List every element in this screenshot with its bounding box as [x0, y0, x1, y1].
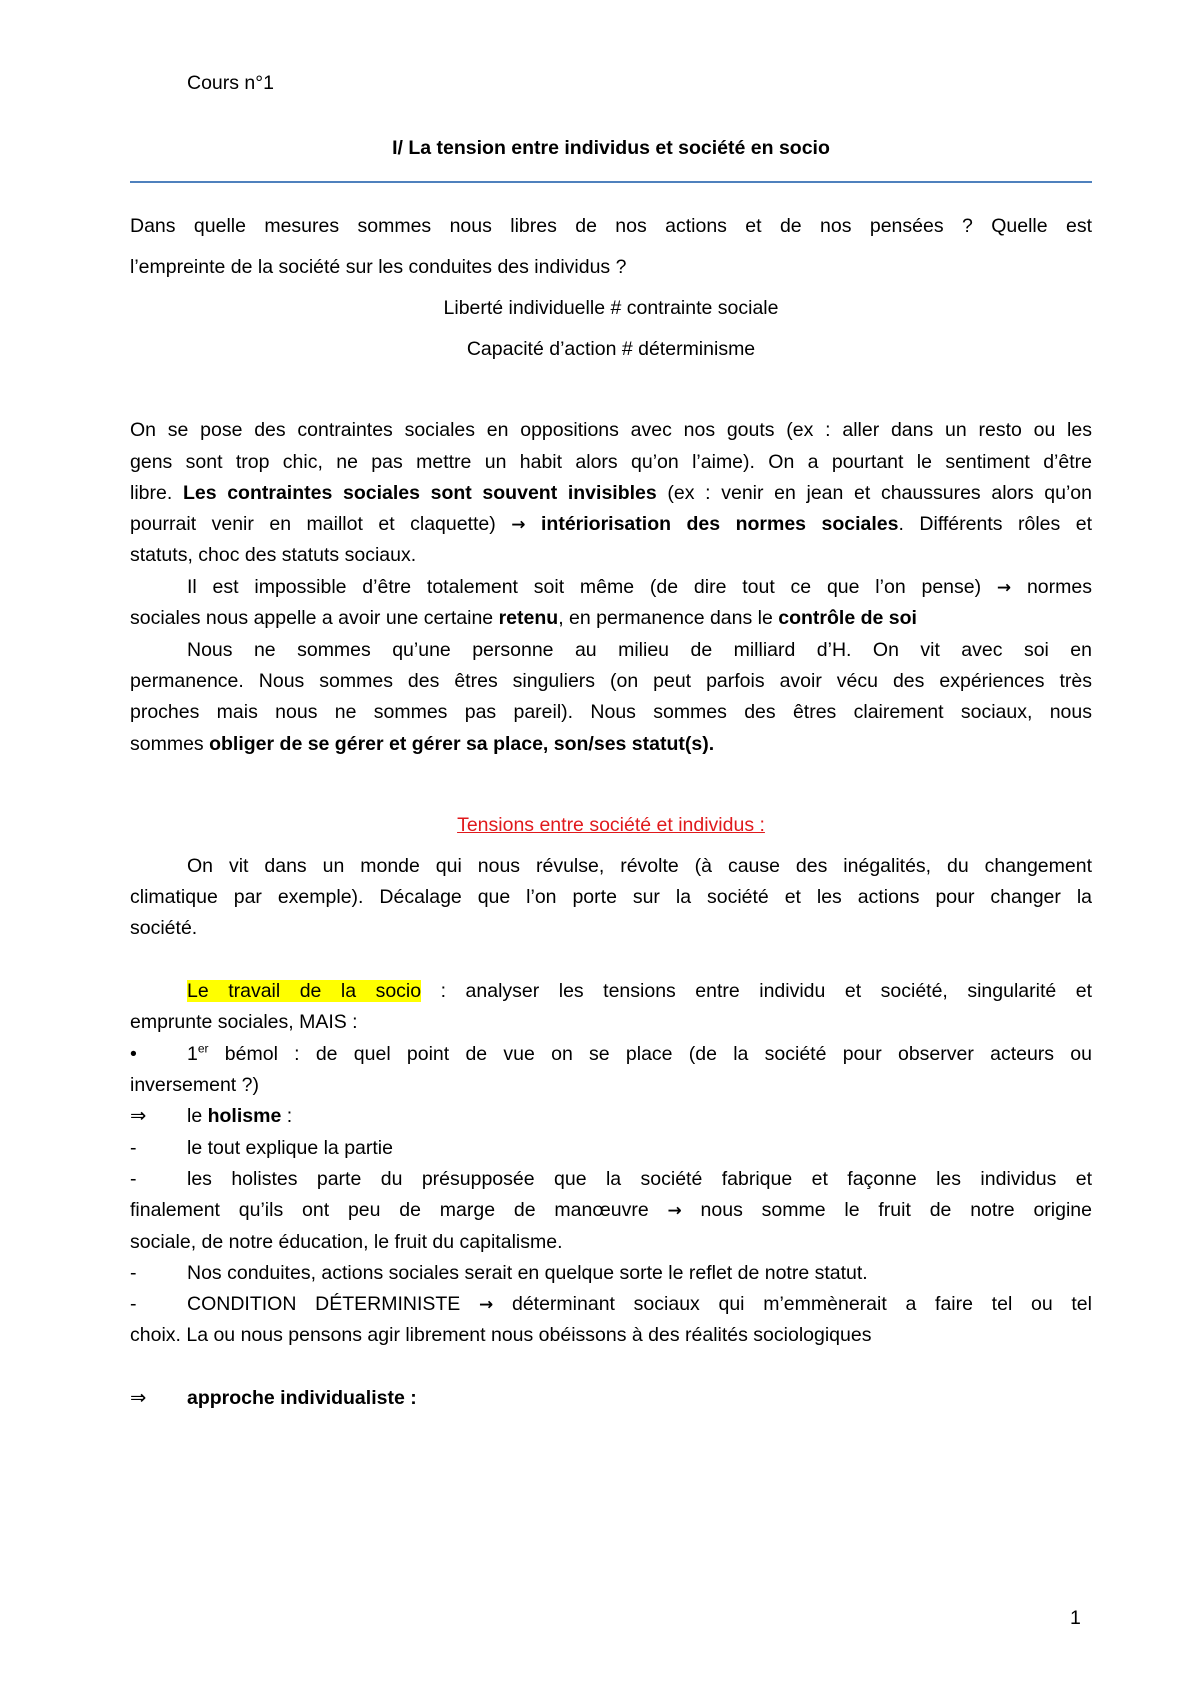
- paragraph-line: On vit dans un monde qui nous révulse, révolte (à cause des inégalités, du changement: [187, 855, 1092, 877]
- centered-line-2: Capacité d’action # déterminisme: [466, 338, 756, 360]
- arrow-icon: →: [996, 578, 1012, 598]
- page-number: 1: [1070, 1607, 1081, 1629]
- paragraph-line: emprunte sociales, MAIS :: [130, 1011, 358, 1033]
- paragraph-line: statuts, choc des statuts sociaux.: [130, 544, 417, 566]
- paragraph-line: permanence. Nous sommes des êtres singuliers (on peut parfois avoir vécu des expériences très: [130, 670, 1092, 692]
- section-heading: Tensions entre société et individus :: [457, 814, 765, 836]
- intro-line-1: Dans quelle mesures sommes nous libres de nos actions et de nos pensées ? Quelle est: [130, 215, 1092, 237]
- list-item: - CONDITION DÉTERMINISTE → déterminant sociaux qui m’emmènerait a faire tel ou tel: [130, 1293, 1092, 1315]
- paragraph-line: On se pose des contraintes sociales en oppositions avec nos gouts (ex : aller dans un resto ou les: [130, 419, 1092, 441]
- arrow-icon: →: [667, 1201, 682, 1221]
- arrow-icon: →: [511, 515, 526, 535]
- paragraph-line: Le travail de la socio : analyser les tensions entre individu et société, singularité et: [187, 980, 1092, 1002]
- implies-arrow-icon: ⇒: [130, 1387, 147, 1409]
- list-continuation: sociale, de notre éducation, le fruit du capitalisme.: [130, 1231, 563, 1253]
- paragraph-line: sociales nous appelle a avoir une certaine retenu, en permanence dans le contrôle de soi: [130, 607, 917, 629]
- paragraph-line: Il est impossible d’être totalement soit même (de dire tout ce que l’on pense) → normes: [187, 576, 1092, 598]
- course-header: Cours n°1: [187, 72, 274, 94]
- list-item: - le tout explique la partie: [130, 1137, 393, 1159]
- paragraph-line: libre. Les contraintes sociales sont souvent invisibles (ex : venir en jean et chaussures alors qu’on: [130, 482, 1092, 504]
- bullet-item: • 1er bémol : de quel point de vue on se place (de la société pour observer acteurs ou: [130, 1041, 1092, 1065]
- list-item: - Nos conduites, actions sociales serait en quelque sorte le reflet de notre statut.: [130, 1262, 868, 1284]
- title-divider: [130, 181, 1092, 183]
- list-item: ⇒ approche individualiste :: [130, 1387, 417, 1409]
- paragraph-line: société.: [130, 917, 198, 939]
- centered-line-1: Liberté individuelle # contrainte sociale: [443, 297, 779, 319]
- paragraph-line: Nous ne sommes qu’une personne au milieu de milliard d’H. On vit avec soi en: [187, 639, 1092, 661]
- list-continuation: choix. La ou nous pensons agir librement nous obéissons à des réalités sociologiques: [130, 1324, 872, 1346]
- page-title: I/ La tension entre individus et société en socio: [392, 137, 830, 159]
- intro-line-2: l’empreinte de la société sur les conduites des individus ?: [130, 256, 627, 278]
- implies-arrow-icon: ⇒: [130, 1105, 147, 1127]
- paragraph-line: gens sont trop chic, ne pas mettre un habit alors qu’on l’aime). On a pourtant le sentiment d’être: [130, 451, 1092, 473]
- highlighted-text: Le travail de la socio: [187, 980, 422, 1002]
- paragraph-line: sommes obliger de se gérer et gérer sa place, son/ses statut(s).: [130, 733, 715, 755]
- paragraph-line: pourrait venir en maillot et claquette) → intériorisation des normes sociales. Différents rôles et: [130, 513, 1093, 535]
- paragraph-line: climatique par exemple). Décalage que l’on porte sur la société et les actions pour changer la: [130, 886, 1092, 908]
- bullet-continuation: inversement ?): [130, 1074, 259, 1096]
- list-item: - les holistes parte du présupposée que la société fabrique et façonne les individus et: [130, 1168, 1092, 1190]
- list-item: ⇒ le holisme :: [130, 1105, 293, 1127]
- arrow-icon: →: [479, 1295, 494, 1315]
- paragraph-line: proches mais nous ne sommes pas pareil). Nous sommes des êtres clairement sociaux, nous: [130, 701, 1092, 723]
- list-continuation: finalement qu’ils ont peu de marge de manœuvre → nous somme le fruit de notre origine: [130, 1199, 1092, 1221]
- bullet-icon: •: [130, 1043, 137, 1065]
